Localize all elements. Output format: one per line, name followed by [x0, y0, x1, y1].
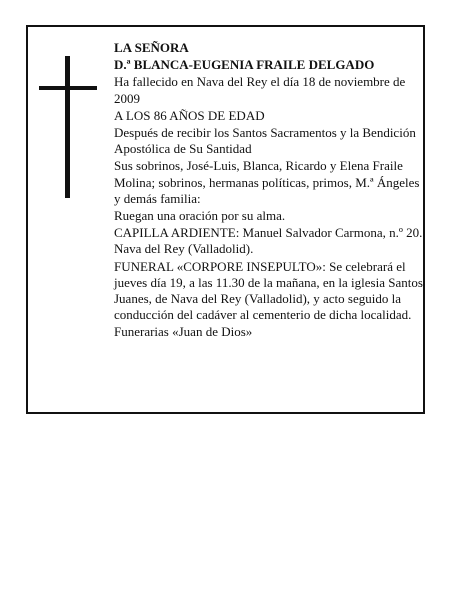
notice-title: LA SEÑORA: [114, 40, 189, 55]
death-statement: Ha fallecido en Nava del Rey el día 18 de noviembre de 2009: [114, 74, 406, 106]
deceased-name: D.ª BLANCA-EUGENIA FRAILE DELGADO: [114, 57, 375, 73]
obituary-text: [114, 40, 423, 342]
age-statement: A LOS 86 AÑOS DE EDAD: [114, 107, 265, 123]
sacraments-statement: Después de recibir los Santos Sacramentos y la Bendición Apostólica de Su Santidad: [114, 125, 416, 157]
prayer-request: Ruegan una oración por su alma.: [114, 208, 286, 224]
funeral-home: Funerarias «Juan de Dios»: [114, 324, 253, 340]
cross-vertical-bar: [65, 56, 70, 198]
cross-icon: [39, 56, 97, 198]
family-statement: Sus sobrinos, José-Luis, Blanca, Ricardo y Elena Fraile Molina; sobrinos, hermanas políticas, primos, M.ª Ángeles y demás familia:: [114, 158, 420, 206]
obituary-notice: [26, 25, 425, 414]
chapel-info: CAPILLA ARDIENTE: Manuel Salvador Carmona, n.º 20. Nava del Rey (Valladolid).: [114, 225, 423, 257]
funeral-info: FUNERAL «CORPORE INSEPULTO»: Se celebrará el jueves día 19, a las 11.30 de la mañana, en la iglesia Santos Juanes, de Nava del Rey (Valladolid), y acto seguido la conducción del cadáver al cementerio de dicha localidad.: [114, 258, 423, 323]
cross-horizontal-bar: [39, 86, 97, 90]
